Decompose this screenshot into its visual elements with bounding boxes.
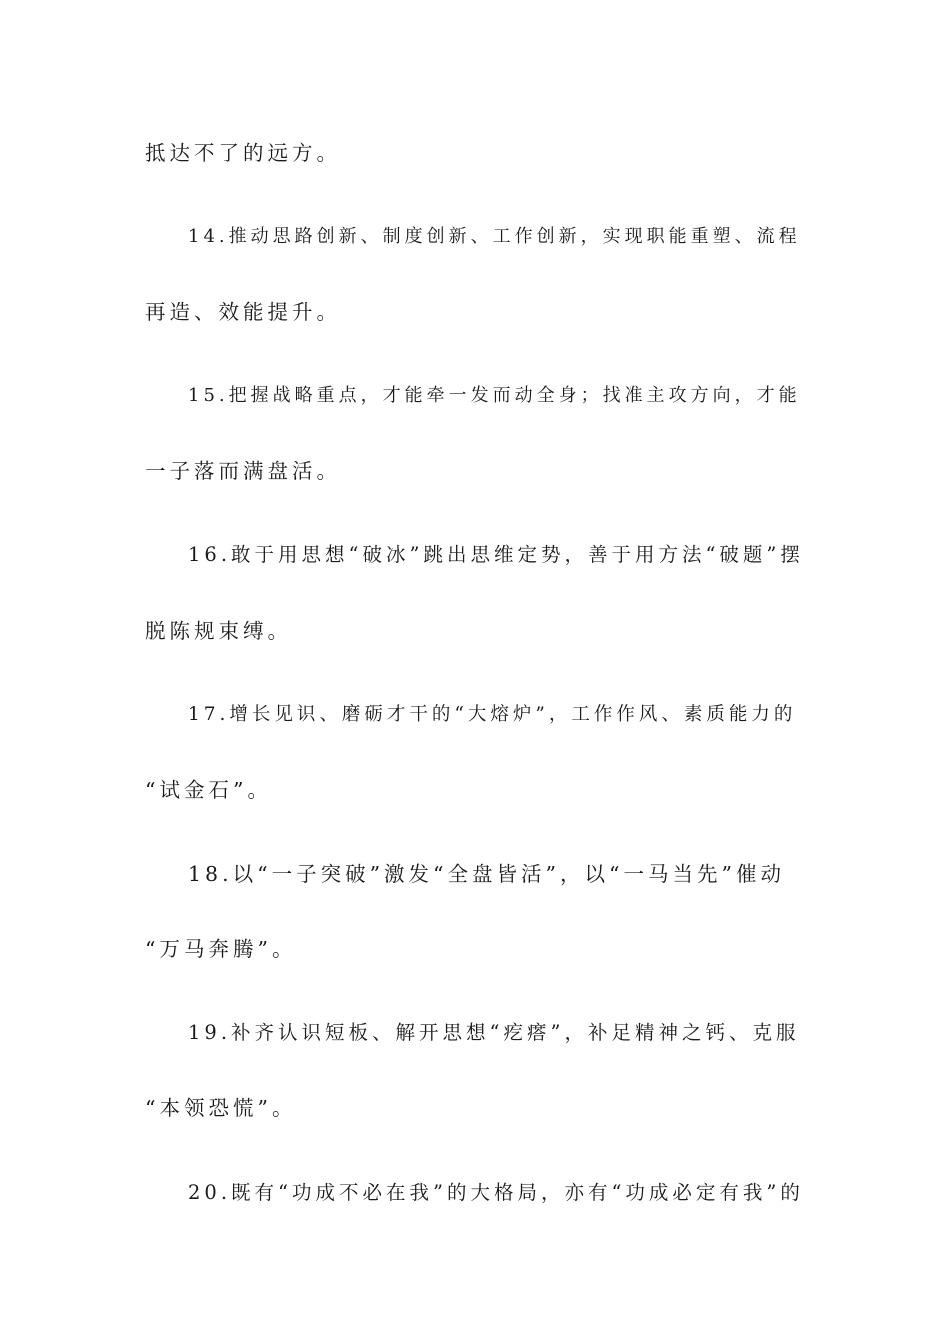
- item-15-line-2: 一子落而满盘活。: [145, 459, 341, 483]
- item-17-line-1: 17.增长见识、磨砺才干的“大熔炉”，工作作风、素质能力的: [188, 704, 797, 725]
- item-15-line-1: 15.把握战略重点，才能牵一发而动全身；找准主攻方向，才能: [188, 385, 801, 406]
- item-17-line-2: “试金石”。: [145, 778, 272, 802]
- item-18-line-1: 18.以“一子突破”激发“全盘皆活”，以“一马当先”催动: [188, 862, 785, 886]
- item-18-line-2: “万马奔腾”。: [145, 937, 297, 961]
- continuation-line: 抵达不了的远方。: [145, 141, 341, 165]
- item-20-line-1: 20.既有“功成不必在我”的大格局，亦有“功成必定有我”的: [188, 1181, 804, 1204]
- item-19-line-1: 19.补齐认识短板、解开思想“疙瘩”，补足精神之钙、克服: [188, 1021, 800, 1044]
- item-16-line-1: 16.敢于用思想“破冰”跳出思维定势，善于用方法“破题”摆: [188, 543, 804, 566]
- item-19-line-2: “本领恐慌”。: [145, 1096, 297, 1120]
- item-14-line-2: 再造、效能提升。: [145, 300, 341, 324]
- item-16-line-2: 脱陈规束缚。: [145, 619, 292, 643]
- item-14-line-1: 14.推动思路创新、制度创新、工作创新，实现职能重塑、流程: [188, 226, 801, 247]
